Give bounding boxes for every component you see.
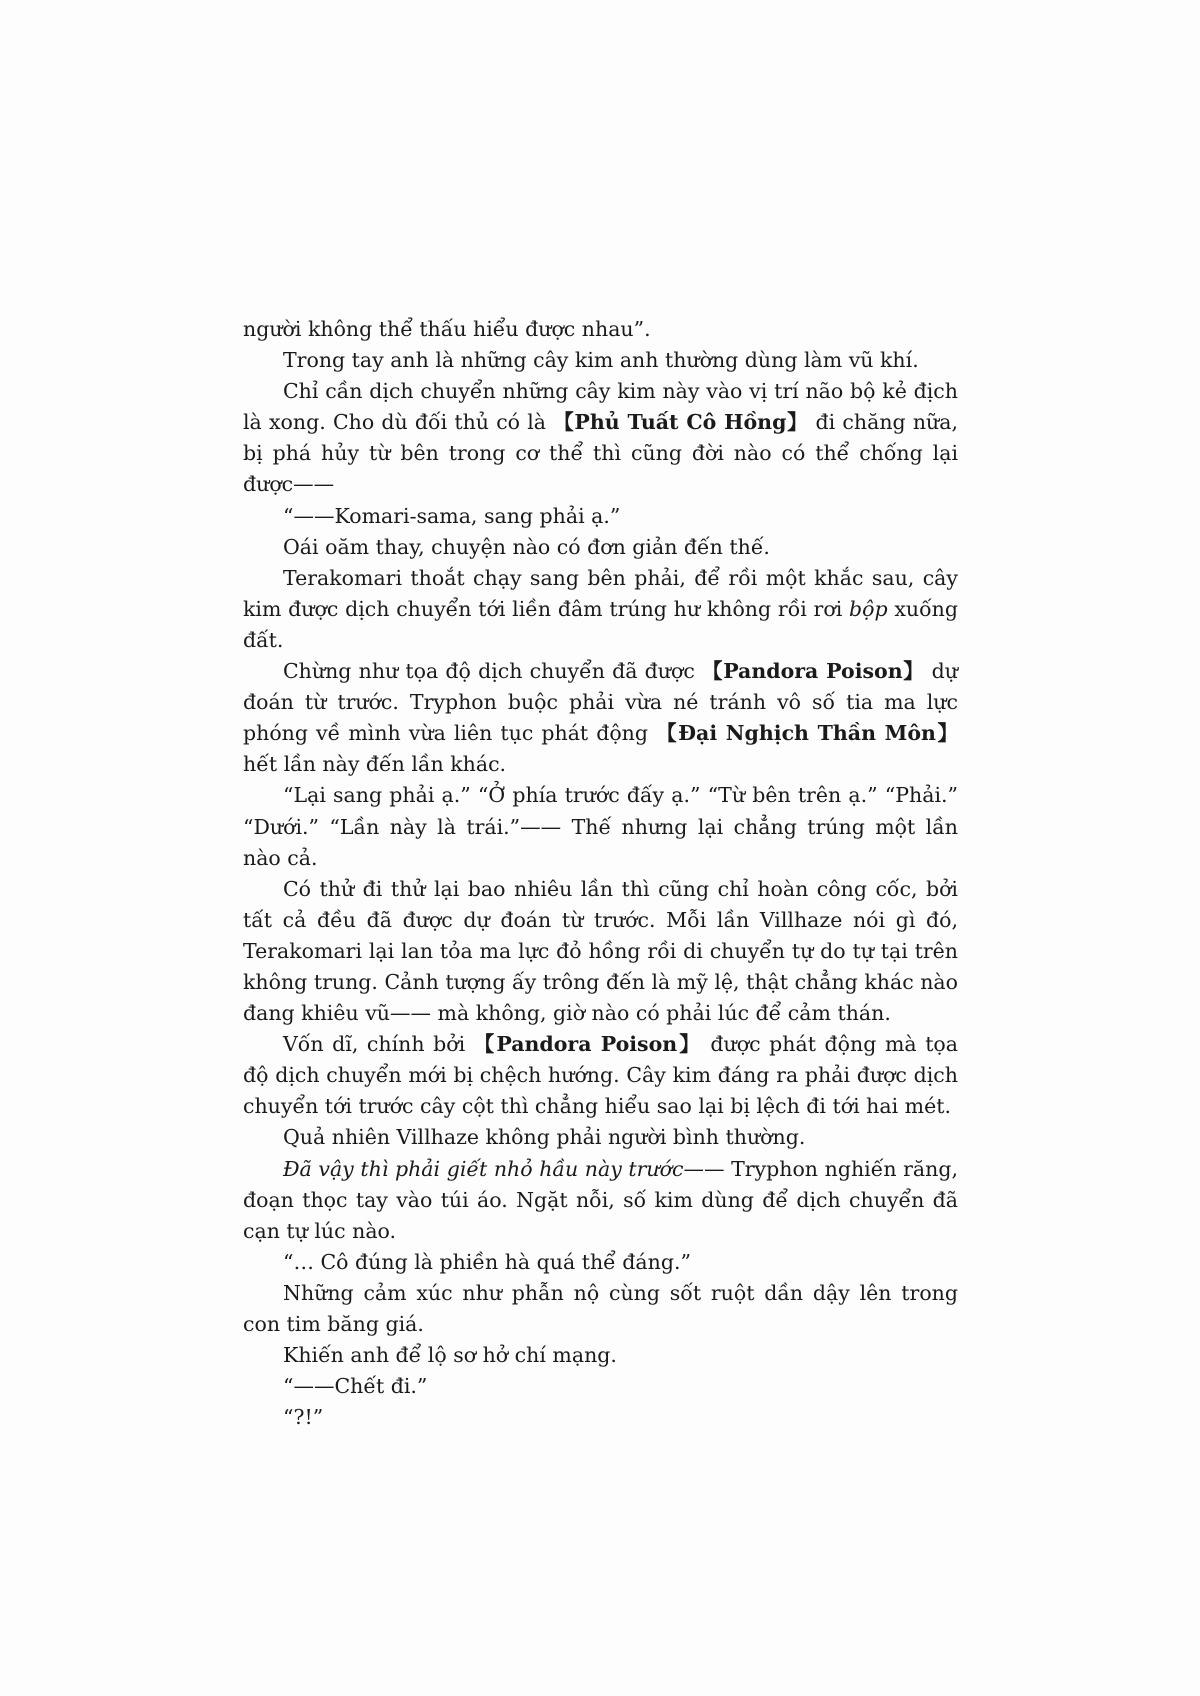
text: Vốn dĩ, chính bởi xyxy=(283,1032,474,1057)
text: Terakomari thoắt chạy sang bên phải, để rồi một khắc sau, cây kim được dịch chuyển tới liền đâm trúng hư không rồi rơi xyxy=(243,565,958,621)
text: dự đoán từ trước. Tryphon buộc phải vừa né tránh vô số tia ma lực phóng về mình vừa liên tục phát động xyxy=(243,659,958,746)
paragraph-2 xyxy=(243,345,958,376)
paragraph-11 xyxy=(243,1122,958,1153)
paragraph-12 xyxy=(243,1154,958,1247)
paragraph-8 xyxy=(243,780,958,873)
paragraph-1 xyxy=(243,314,958,345)
paragraph-17 xyxy=(243,1402,958,1433)
paragraph-4 xyxy=(243,501,958,532)
text: Chỉ cần dịch chuyển những cây kim này vào vị trí não bộ kẻ địch là xong. Cho dù đối thủ có là xyxy=(243,379,958,435)
paragraph-10 xyxy=(243,1029,958,1122)
paragraph-14 xyxy=(243,1278,958,1340)
skill-name: 【Phủ Tuất Cô Hồng】 xyxy=(553,410,809,435)
skill-name: 【Đại Nghịch Thần Môn】 xyxy=(656,721,958,746)
text: Có thử đi thử lại bao nhiêu lần thì cũng chỉ hoàn công cốc, bởi tất cả đều đã được dự đoán từ trước. Mỗi lần Villhaze nói gì đó, Terakomari lại lan tỏa ma lực đỏ hồng rồi di chuyển tự do tự tại trên không trung. Cảnh tượng ấy trông đến là mỹ lệ, thật chẳng khác nào đang khiêu vũ—— mà không, giờ nào có phải lúc để cảm thán. xyxy=(243,876,958,1026)
skill-name: 【Pandora Poison】 xyxy=(473,1032,702,1057)
text: Những cảm xúc như phẫn nộ cùng sốt ruột dần dậy lên trong con tim băng giá. xyxy=(243,1280,958,1336)
text: người không thể thấu hiểu được nhau”. xyxy=(243,317,651,341)
dialogue: “?!” xyxy=(283,1405,324,1430)
paragraph-16 xyxy=(243,1371,958,1402)
text: —— Tryphon nghiến răng, đoạn thọc tay vào túi áo. Ngặt nỗi, số kim dùng để dịch chuyển đã cạn tự lúc nào. xyxy=(243,1156,958,1243)
text: hết lần này đến lần khác. xyxy=(243,752,507,777)
onomatopoeia: bộp xyxy=(849,596,888,621)
paragraph-13 xyxy=(243,1247,958,1278)
text: Khiến anh để lộ sơ hở chí mạng. xyxy=(283,1343,617,1368)
text: Chừng như tọa độ dịch chuyển đã được xyxy=(283,659,703,684)
text: Trong tay anh là những cây kim anh thường dùng làm vũ khí. xyxy=(283,348,919,373)
inner-thought: Đã vậy thì phải giết nhỏ hầu này trước xyxy=(283,1156,684,1181)
paragraph-5 xyxy=(243,532,958,563)
text: được phát động mà tọa độ dịch chuyển mới bị chệch hướng. Cây kim đáng ra phải được dịch chuyển tới trước cây cột thì chẳng hiểu sao lại bị lệch đi tới hai mét. xyxy=(243,1032,958,1119)
page-body xyxy=(243,314,958,1433)
text: xuống đất. xyxy=(243,596,958,652)
dialogue: “… Cô đúng là phiền hà quá thể đáng.” xyxy=(283,1249,691,1274)
paragraph-7 xyxy=(243,656,958,780)
text: Quả nhiên Villhaze không phải người bình thường. xyxy=(283,1125,806,1150)
paragraph-6 xyxy=(243,563,958,656)
text: đi chăng nữa, bị phá hủy từ bên trong cơ thể thì cũng đời nào có thể chống lại được—— xyxy=(243,410,958,497)
paragraph-15 xyxy=(243,1340,958,1371)
paragraph-3 xyxy=(243,376,958,500)
dialogue: “Lại sang phải ạ.” “Ở phía trước đấy ạ.” “Từ bên trên ạ.” “Phải.” “Dưới.” “Lần này là trái.”—— Thế nhưng lại chẳng trúng một lần nào cả. xyxy=(243,783,958,870)
skill-name: 【Pandora Poison】 xyxy=(702,659,925,684)
paragraph-9 xyxy=(243,874,958,1029)
dialogue: “——Chết đi.” xyxy=(283,1374,428,1399)
dialogue: “——Komari-sama, sang phải ạ.” xyxy=(283,503,621,528)
text: Oái oăm thay, chuyện nào có đơn giản đến thế. xyxy=(283,534,770,559)
